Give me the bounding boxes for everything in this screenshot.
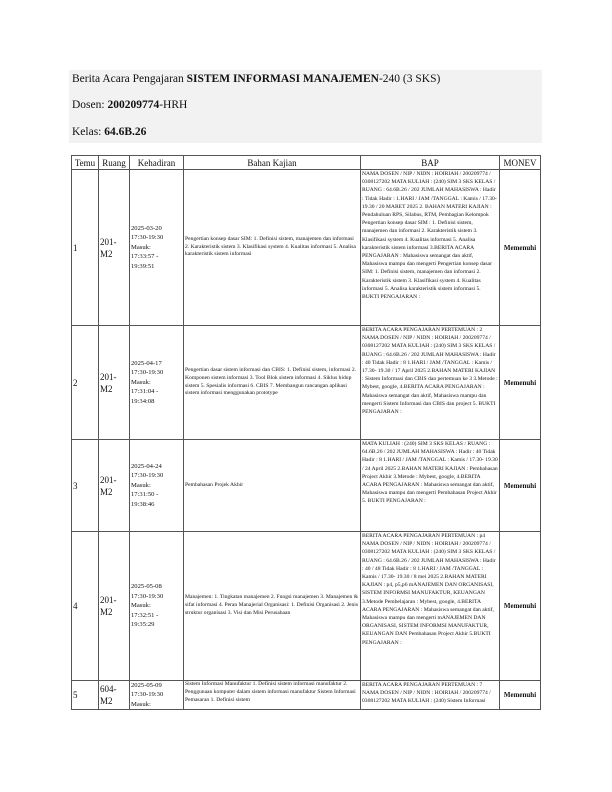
attendance-date: 2025-04-17	[131, 359, 162, 367]
monev-cell: Memenuhi	[500, 532, 541, 681]
kehadiran-cell	[130, 170, 184, 326]
ruang-cell: 201-M2	[99, 532, 130, 681]
ruang-cell: 604-M2	[99, 681, 130, 710]
masuk-label: Masuk:	[131, 700, 151, 708]
bahan-kajian-cell: Sistem Informasi Manufaktur 1. Definisi sistem informasi manufaktur 2. Penggunaan komputer dalam sistem informasi manufaktur Sistem Informasi Pemasaran 1. Definisi sistem	[184, 681, 361, 710]
class-line	[72, 126, 146, 138]
kehadiran-cell	[130, 532, 184, 681]
lecturer-prefix: Dosen:	[72, 99, 108, 111]
ruang-cell: 201-M2	[99, 326, 130, 440]
bap-cell: NAMA DOSEN / NIP / NIDN : HOIRIAH / 200209774 / 0308127202 MATA KULIAH : (240) SIM 3 SKS KELAS / RUANG : 64.6B.26 / 202 JUMLAH MAHASISWA : Hadir : Tidak Hadir : 1.HARI / JAM /TANGGAL : Kamis / 17.30- 19.30 / 20 MARET 2025 2. BAHAN MATERI KAJIAN : Pendahuluan RPS, Silabus, RTM, Pembagian Kelompok Pengertian konsep dasar SIM : 1. Definisi sistem, manajemen dan informasi 2. Karakteristik sistem 3. Klasifikasi system 4. Kualitas informasi 5. Analisa karakteristik sistem informasi 3.BERITA ACARA PENGAJARAN : Mahasiswa semangat dan aktif, Mahasiswa mampu dan mengerti Pengertian konsep dasar SIM: 1. Definisi sistem, manajemen dan informasi 2. Karakteristik sistem 3. Klasifikasi system 4. Kualitas informasi 5. Analisa karakteristik sistem informasi 5. BUKTI PENGAJARAN :	[361, 170, 500, 326]
attendance-time: 17:30-19:30	[131, 592, 164, 600]
ruang-cell: 201-M2	[99, 440, 130, 532]
bahan-kajian-cell: Pengertian dasar sistem informasi dan CBIS: 1. Definisi sistem, informasi 2. Komponen sistem informasi 3. Tool Blok sistem informasi 4. Siklus hidup sistem 5. Spesialis informasi 6. CBIS 7. Membangun rancangan aplikasi sistem informasi menggunakan prototype	[184, 326, 361, 440]
bahan-kajian-cell: Pengertian konsep dasar SIM: 1. Definisi sistem, manajemen dan informasi 2. Karakteristik sistem 3. Klasifikasi system 4. Kualitas informasi 5. Analisa karakteristik sistem informasi	[184, 170, 361, 326]
bahan-kajian-cell: Manajemen: 1. Tingkatan manajemen 2. Fungsi manajemen 3. Manajemen & sifat informasi 4. Peran Manajerial Organisasi: 1. Definisi Organisasi 2. Jenis struktur organisasi 3. Visi dan Misi Perusahaan	[184, 532, 361, 681]
attendance-date: 2025-04-24	[131, 462, 162, 470]
course-suffix: -240 (3 SKS)	[378, 73, 441, 85]
course-line	[72, 73, 440, 85]
masuk-time: 17:32:51 - 19:35:29	[131, 611, 159, 629]
kehadiran-cell	[130, 440, 184, 532]
attendance-date: 2025-05-09	[131, 682, 162, 689]
monev-cell: Memenuhi	[500, 440, 541, 532]
table-header-row	[72, 156, 541, 170]
masuk-time: 17:33:57 - 19:39:51	[131, 253, 159, 270]
kehadiran-cell	[130, 681, 184, 710]
lecturer-line	[72, 99, 187, 111]
course-name: SISTEM INFORMASI MANAJEMEN	[186, 73, 379, 85]
attendance-date: 2025-03-20	[131, 224, 162, 232]
attendance-time: 17:30-19:30	[131, 234, 164, 242]
ruang-cell: 201-M2	[99, 170, 130, 326]
temu-cell: 2	[72, 326, 99, 440]
temu-cell: 3	[72, 440, 99, 532]
masuk-label: Masuk:	[131, 378, 151, 386]
monev-cell: Memenuhi	[500, 681, 541, 710]
attendance-time: 17:30-19:30	[131, 691, 164, 699]
class-prefix: Kelas:	[72, 126, 105, 138]
attendance-time: 17:30-19:30	[131, 369, 164, 377]
col-header-ruang: Ruang	[99, 156, 130, 170]
temu-cell: 1	[72, 170, 99, 326]
masuk-label: Masuk:	[131, 481, 151, 489]
bap-cell: BERITA ACARA PENGAJARAN PERTEMUAN : 7 NAMA DOSEN / NIP / NIDN : HOIRIAH / 200209774 / 0308127202 MATA KULIAH : (240) Sistem Informasi	[361, 681, 500, 710]
attendance-time: 17:30-19:30	[131, 472, 164, 480]
table-row	[72, 170, 541, 326]
lecturer-id: 200209774	[107, 99, 160, 111]
table-row	[72, 326, 541, 440]
col-header-bap: BAP	[361, 156, 500, 170]
lecturer-suffix: -HRH	[159, 99, 188, 111]
table-row	[72, 440, 541, 532]
col-header-kehadiran: Kehadiran	[130, 156, 184, 170]
col-header-bahan-kajian: Bahan Kajian	[184, 156, 361, 170]
monev-cell: Memenuhi	[500, 326, 541, 440]
report-header	[69, 70, 542, 143]
monev-cell: Memenuhi	[500, 170, 541, 326]
col-header-temu: Temu	[72, 156, 99, 170]
temu-cell: 4	[72, 532, 99, 681]
col-header-monev: MONEV	[500, 156, 541, 170]
table-row	[72, 681, 541, 710]
class-name: 64.6B.26	[104, 126, 147, 138]
kehadiran-cell	[130, 326, 184, 440]
masuk-time: 17:31:50 - 19:38:46	[131, 491, 159, 508]
bap-cell: BERITA ACARA PENGAJARAN PERTEMUAN : 2 NAMA DOSEN / NIP / NIDN : HOIRIAH / 200209774 / 0308127202 MATA KULIAH : (240) SIM 3 SKS KELAS / RUANG : 64.6B.26 / 202 JUMLAH MAHASISWA : Hadir : 40 Tidak Hadir : 8 1.HARI / JAM /TANGGAL : Kamis / 17.30- 19.30 / 17 April 2025 2.BAHAN MATERI KAJIAN : Sistem Informasi dan CBIS dan pertemuan ke 3 3.Metode : Mybest, google, 4.BERITA ACARA PENGAJARAN : Mahasiswa semangat dan aktif, Mahasiswa mampu dan mengerti Sistem Informasi dan CBIS dan project 5. BUKTI PENGAJARAN :	[361, 326, 500, 440]
teaching-record-table	[71, 155, 541, 710]
masuk-time: 17:31:04 - 19:34:08	[131, 388, 159, 405]
masuk-label: Masuk:	[131, 602, 151, 610]
table-row	[72, 532, 541, 681]
attendance-date: 2025-05-08	[131, 583, 162, 591]
bap-cell: MATA KULIAH : (240) SIM 3 SKS KELAS / RUANG : 64.6B.26 / 202 JUMLAH MAHASISWA : Hadir : 40 Tidak Hadir : 8 1.HARI / JAM /TANGGAL : Kamis / 17.30- 19.30 / 24 April 2025 2.BAHAN MATERI KAJIAN : Pembahasan Project Akhir 3.Metode : Mybest, google, 4.BERITA ACARA PENGAJARAN : Mahasiswa semangat dan aktif, Mahasiswa mampu dan mengerti Pembahasan Project Akhir 5. BUKTI PENGAJARAN :	[361, 440, 500, 532]
bahan-kajian-cell: Pembahasan Projek Akhir	[184, 440, 361, 532]
masuk-label: Masuk:	[131, 243, 151, 251]
temu-cell: 5	[72, 681, 99, 710]
course-prefix: Berita Acara Pengajaran	[72, 73, 187, 85]
bap-cell: BERITA ACARA PENGAJARAN PERTEMUAN : p4 NAMA DOSEN / NIP / NIDN : HOIRIAH / 200209774 / 0308127202 MATA KULIAH : (240) SIM 3 SKS KELAS / RUANG : 64.6B.26 / 202 JUMLAH MAHASISWA : Hadir : 40 / 48 Tidak Hadir : 8 1.HARI / JAM /TANGGAL : Kamis / 17.30- 19.30 / 8 mei 2025 2.BAHAN MATERI KAJIAN : p4, p5,p6 mANAJEMEN DAN ORGANISASI, SISTEM INFORMSI MANUFAKTUR, KEUANGAN 3.Metode Pembelajaran : Mybest, google, 4.BERITA ACARA PENGAJARAN : Mahasiswa semangat dan aktif, Mahasiswa mampu dan mengerti mANAJEMEN DAN ORGANISASI, SISTEM INFORMSI MANUFAKTUR, KEUANGAN DAN Pembahasan Project Akhir 5.BUKTI PENGAJARAN :	[361, 532, 500, 681]
